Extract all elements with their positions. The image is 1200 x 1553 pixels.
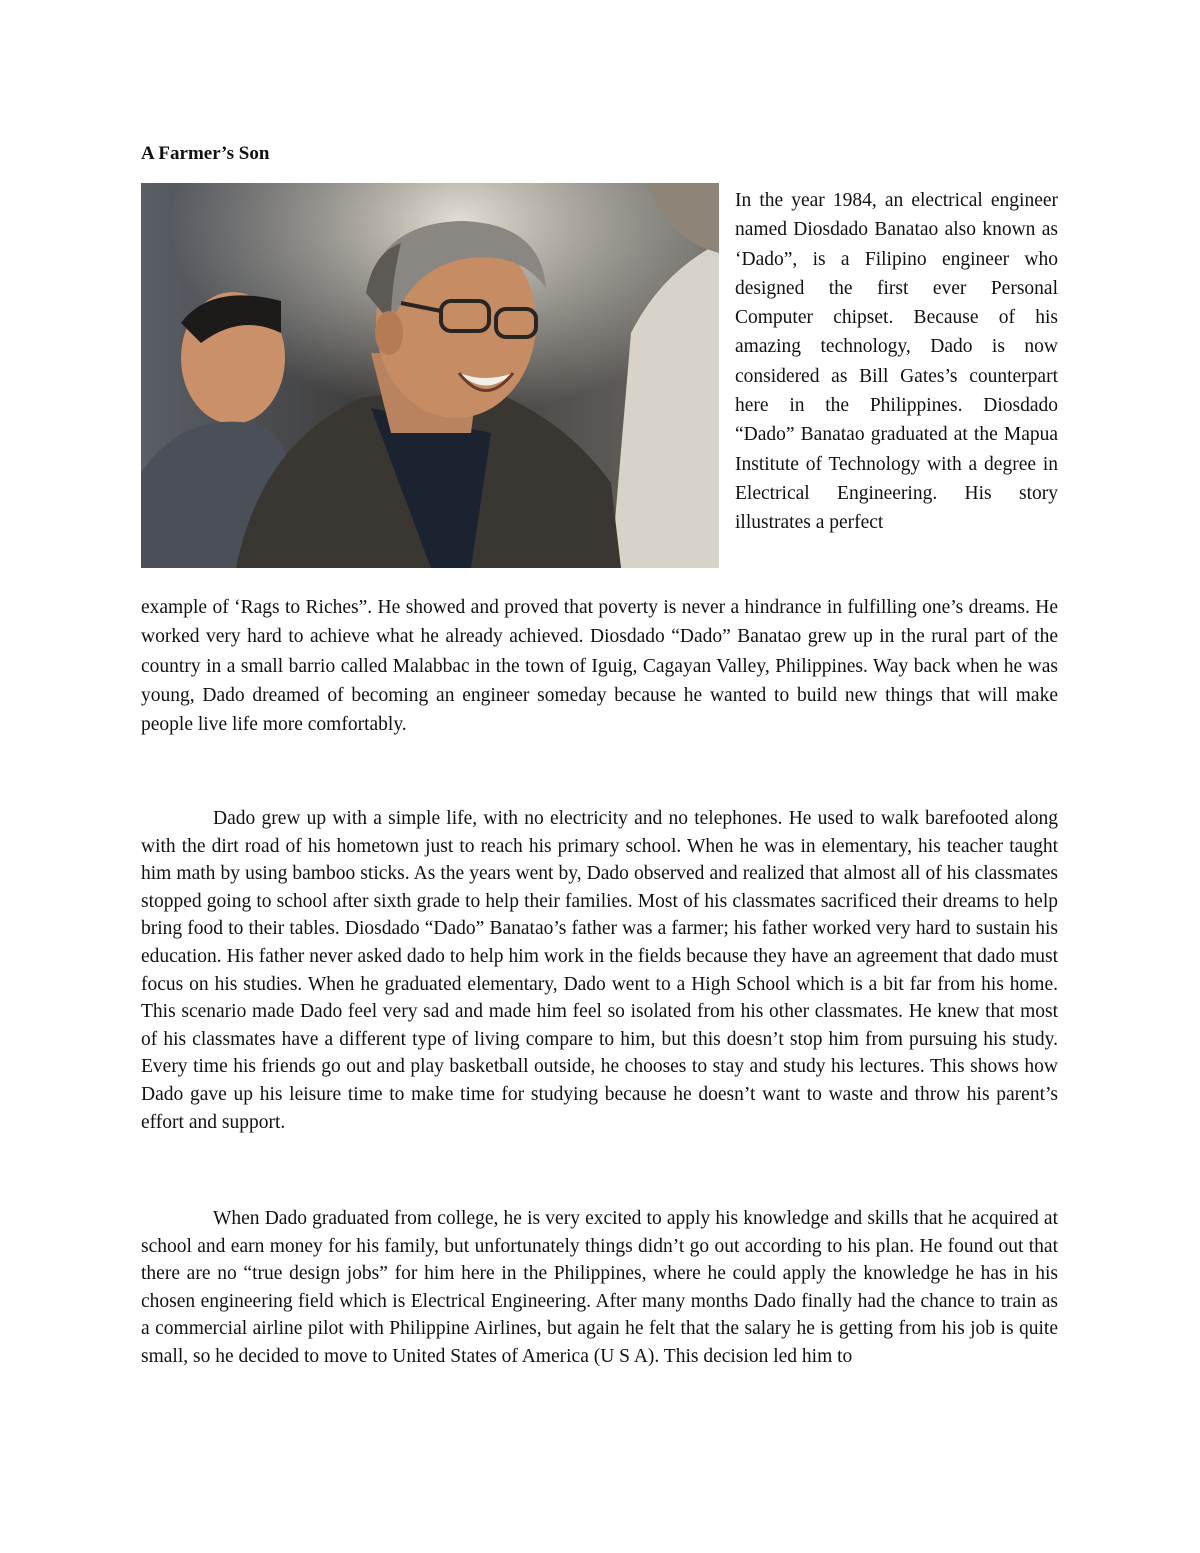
portrait-photo [141,183,719,568]
paragraph-text: When Dado graduated from college, he is very excited to apply his knowledge and skills that he acquired at school and earn money for his family, but unfortunately things didn’t go out according to his plan. He found out that there are no “true design jobs” for him here in the Philippines, where he could apply the knowledge he has in his chosen engineering field which is Electrical Engineering. After many months Dado finally had the chance to train as a commercial airline pilot with Philippine Airlines, but again he felt that the salary he is getting from his job is quite small, so he decided to move to United States of America (U S A). This decision led him to [141,1208,1058,1367]
body-paragraph-childhood [141,805,1058,1136]
intro-paragraph-wrapped: In the year 1984, an electrical engineer named Diosdado Banatao also known as ‘Dado”, is a Filipino engineer who designed the first ever Personal Computer chipset. Because of his amazing technology, Dado is now considered as Bill Gates’s counterpart here in the Philippines. Diosdado “Dado” Banatao graduated at the Mapua Institute of Technology with a degree in Electrical Engineering. His story illustrates a perfect [735,190,1058,534]
paragraph-text: Dado grew up with a simple life, with no electricity and no telephones. He used to walk barefooted along with the dirt road of his hometown just to reach his primary school. When he was in elementary, his teacher taught him math by using bamboo sticks. As the years went by, Dado observed and realized that almost all of his classmates stopped going to school after sixth grade to help their families. Most of his classmates sacrificed their dreams to help bring food to their tables. Diosdado “Dado” Banatao’s father was a farmer; his father worked very hard to sustain his education. His father never asked dado to help him work in the fields because they have an agreement that dado must focus on his studies. When he graduated elementary, Dado went to a High School which is a bit far from his home. This scenario made Dado feel very sad and made him feel so isolated from his other classmates. He knew that most of his classmates have a different type of living compare to him, but this doesn’t stop him from pursuing his study. Every time his friends go out and play basketball outside, he chooses to stay and study his lectures. This shows how Dado gave up his leisure time to make time for studying because he doesn’t want to waste and throw his parent’s effort and support. [141,808,1058,1133]
document-title: A Farmer’s Son [141,143,270,164]
intro-paragraph-continued: example of ‘Rags to Riches”. He showed and proved that poverty is never a hindrance in fulfilling one’s dreams. He worked very hard to achieve what he already achieved. Diosdado “Dado” Banatao grew up in the rural part of the country in a small barrio called Malabbac in the town of Iguig, Cagayan Valley, Philippines. Way back when he was young, Dado dreamed of becoming an engineer someday because he wanted to build new things that will make people live life more comfortably. [141,597,1058,736]
body-paragraph-career [141,1205,1058,1371]
